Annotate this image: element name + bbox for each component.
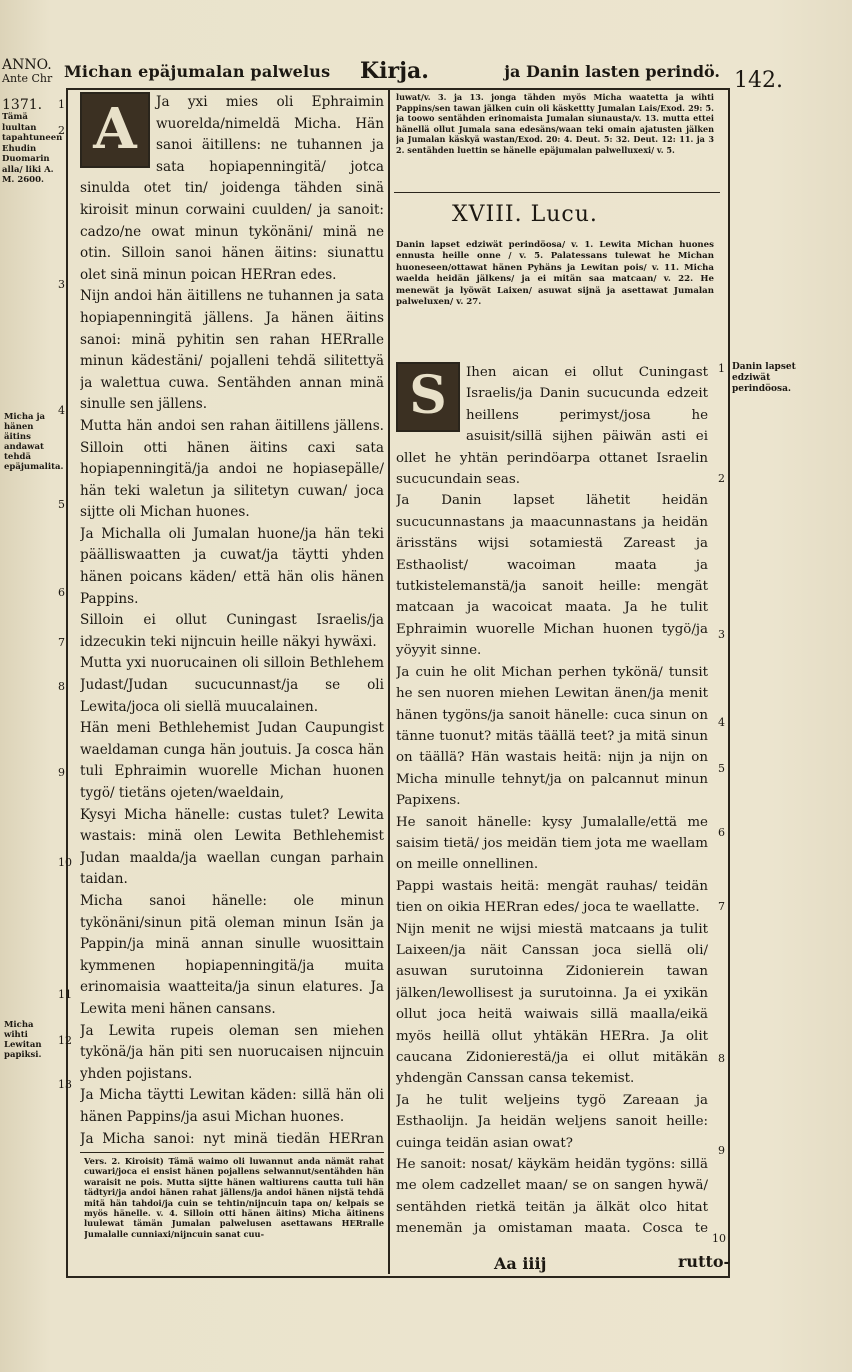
verse-paragraph: Ihen aican ei ollut Cuningast Israelis/ja Danin sucucunda edzeit heillens perimyst/josa he asuisit/sillä sijhen päiwän asti ei ollet he yhtän perindöarpa ottanet Israelin sucucundain seas. bbox=[396, 365, 708, 488]
verse-number: 11 bbox=[58, 988, 72, 1001]
verse-paragraph: Ja he tulit weljeins tygö Zareaan ja Esthaolijn. Ja heidän weljens sanoit heille: cuinga teidän asian owat? bbox=[396, 1092, 708, 1151]
verse-number: 5 bbox=[58, 498, 65, 511]
catchword: rutto- bbox=[678, 1252, 731, 1271]
header-left: Michan epäjumalan palwelus bbox=[64, 62, 331, 81]
verse-number: 4 bbox=[58, 404, 65, 417]
right-column-text bbox=[396, 362, 708, 1244]
verse-number: 13 bbox=[58, 1078, 72, 1091]
verse-number: 7 bbox=[718, 900, 725, 913]
anno-sub: Ante Chr bbox=[2, 72, 53, 85]
verse-paragraph: He sanoit hänelle: kysy Jumalalle/että me saisim tietä/ jos meidän tiem jota me waellam on meille onnellinen. bbox=[396, 814, 708, 873]
verse-number: 1 bbox=[718, 362, 725, 375]
left-column-text bbox=[80, 92, 384, 1150]
anno-margin bbox=[2, 57, 63, 186]
verse-paragraph: Silloin ei ollut Cuningast Israelis/ja idzecukin teki nijncuin heille näkyi hywäxi. bbox=[80, 612, 384, 650]
verse-paragraph: Pappi wastais heitä: mengät rauhas/ teidän tien on oikia HERran edes/ joca te waellatte. bbox=[396, 878, 708, 916]
header-right: ja Danin lasten perindö. bbox=[504, 62, 720, 81]
verse-paragraph: Ja yxi mies oli Ephraimin wuorelda/nimeldä Micha. Hän sanoi äitillens: ne tuhannen ja sata hopiapenningitä/ jotca sinulda otet tin/ joidenga tähden sinä kiroisit minun corwaini cuulden/ ja sanoit: cadzo/ne owat minun tykönäni/ minä ne otin. Silloin sanoi hänen äitins: siunattu olet sinä minun poican HERran edes. bbox=[80, 94, 384, 283]
verse-number: 1 bbox=[58, 98, 65, 111]
signature-mark: Aa iiij bbox=[494, 1254, 547, 1273]
column-divider bbox=[388, 88, 390, 1274]
anno-label: ANNO. bbox=[2, 57, 52, 73]
margin-note-micha-jumala: Micha ja hänen äitins andawat tehdä epäjumalita. bbox=[4, 412, 64, 472]
margin-note-micha-wihti: Micha wihti Lewitan papiksi. bbox=[4, 1020, 42, 1060]
verse-paragraph: Micha sanoi hänelle: ole minun tykönäni/sinun pitä oleman minun Isän ja Pappin/ja minä annan sinulle wuosittain kymmenen hopiapenningitä/ja muita erinomaisia waatteita/ja sinun elatures. Ja Lewita meni hänen cansans. bbox=[80, 892, 384, 1017]
verse-paragraph: Ja Michalla oli Jumalan huone/ja hän teki päälliswaatten ja cuwat/ja täytti yhden hänen poicans käden/ että hän olis hänen Pappins. bbox=[80, 525, 384, 607]
verse-number: 4 bbox=[718, 716, 725, 729]
verse-number: 8 bbox=[718, 1052, 725, 1065]
header-center: Kirja. bbox=[360, 58, 429, 84]
verse-paragraph: Ja Lewita rupeis oleman sen miehen tykönä/ja hän piti sen nuorucaisen nijncuin yhden pojistans. bbox=[80, 1022, 384, 1082]
running-header bbox=[60, 58, 720, 88]
verse-paragraph: Nijn andoi hän äitillens ne tuhannen ja sata hopiapenningitä jällens. Ja hänen äitins sanoi: minä pyhitin sen rahan HERralle minun kädestäni/ pojalleni tehdä silitettyä ja walettua cuwa. Sentähden annan minä sinulle sen jällens. bbox=[80, 288, 384, 413]
note-rule bbox=[394, 192, 720, 193]
verse-paragraph: Ja cuin he olit Michan perhen tykönä/ tunsit he sen nuoren miehen Lewitan änen/ja menit hänen tygöns/ja sanoit hänelle: cuca sinun on tänne tuonut? mitäs täällä teet? ja mitä sinun on täällä? Hän wastais heitä: nijn ja nijn on Micha minulle tehnyt/ja on palcannut minun Papixens. bbox=[396, 664, 708, 809]
verse-number: 3 bbox=[58, 278, 65, 291]
chapter-summary: Danin lapset edziwät perindöosa/ v. 1. Lewita Michan huones ennusta heille onne / v. 5. Palatessans tulewat he Michan huoneseen/ottawat hänen Pyhäns ja Lewitan pois/ v. 11. Micha waelda heidän jälkens/ ja ei mitän saa matcaan/ v. 22. He menewät ja lyöwät Laixen/ asuwat sijnä ja asettawat Jumalan palweluxen/ v. 27. bbox=[396, 240, 714, 308]
verse-paragraph: Kysyi Micha hänelle: custas tulet? Lewita wastais: minä olen Lewita Bethlehemist Judan maalda/ja waellan cungan parhain taidan. bbox=[80, 806, 384, 888]
verse-number: 12 bbox=[58, 1034, 72, 1047]
verse-number: 5 bbox=[718, 762, 725, 775]
verse-paragraph: Mutta hän andoi sen rahan äitillens jällens. Silloin otti hänen äitins caxi sata hopiapenningitä/ja andoi ne hopiasepälle/ hän teki waletun ja silitetyn cuwan/ joca sijtte oli Michan huones. bbox=[80, 417, 384, 521]
verse-number: 9 bbox=[58, 766, 65, 779]
verse-paragraph: He sanoit: nosat/ käykäm heidän tygöns: sillä me olem cadzellet maan/ se on sangen hywä/ sentähden rietkä teitän ja älkät olco hitat menemän ja omistaman maata. Cosca te bbox=[396, 1157, 708, 1237]
verse-paragraph: Ja Danin lapset lähetit heidän sucucunnastans ja maacunnastans ja heidän ärisstäns wijsi sotamiestä Zareast ja Esthaolist/ wacoiman maata ja tutkistelemanstä/ja sanoit heille: mengät matcaan ja wacoicat maata. Ja he tulit Ephraimin wuorelle Michan huonen tygö/ja yöyyit sinne. bbox=[396, 493, 708, 659]
verse-paragraph: Mutta yxi nuorucainen oli silloin Bethlehem Judast/Judan sucucunnast/ja se oli Lewita/joca oli siellä muucalainen. bbox=[80, 655, 384, 715]
dropcap-s: S bbox=[396, 362, 460, 432]
verse-number: 6 bbox=[718, 826, 725, 839]
verse-number: 2 bbox=[718, 472, 725, 485]
verse-number: 6 bbox=[58, 586, 65, 599]
verse-number: 10 bbox=[58, 856, 72, 869]
verse-number: 10 bbox=[712, 1232, 726, 1245]
right-top-note: luwat/v. 3. ja 13. jonga tähden myös Micha waatetta ja wihti Pappins/sen tawan jälken cuin oli käskettty Jumalan Lais/Exod. 29: 5. ja toowo sentähden erinomaista Jumalan siunausta/v. 13. mutta ettei hänellä ollut Jumala sana edesäns/waan teki omain ajatusten jälken ja Jumalan käskyä wastan/Exod. 20: 4. Deut. 5: 32. Deut. 12: 11. ja 3 2. sentähden luettin se hänelle epäjumalan palwelluxexi/ v. 5. bbox=[396, 92, 714, 155]
verse-paragraph: Ja Micha sanoi: nyt minä tiedän HERran bbox=[80, 1130, 384, 1147]
verse-paragraph: Ja Micha täytti Lewitan käden: sillä hän oli hänen Pappins/ja asui Michan huones. bbox=[80, 1087, 384, 1125]
dropcap-a: A bbox=[80, 92, 150, 168]
verse-number: 7 bbox=[58, 636, 65, 649]
verse-number: 8 bbox=[58, 680, 65, 693]
footnote-rule bbox=[80, 1152, 384, 1153]
margin-note-danin-lapset: Danin lapset edziwät perindöosa. bbox=[732, 362, 796, 394]
anno-note: Tämä luultan tapahtuneen Ehudin Duomarin alla/ liki A. M. 2600. bbox=[2, 112, 63, 185]
verse-number: 2 bbox=[58, 124, 65, 137]
verse-number: 3 bbox=[718, 628, 725, 641]
verse-paragraph: Nijn menit ne wijsi miestä matcaans ja tulit Laixeen/ja näit Canssan joca siellä oli/ asuwan surutoinna Zidonierein tawan jälken/lewollisest ja surutoinna. Ja ei yxikän ollut joca heitä waiwais sillä maalla/eikä myös heillä ollut yhtäkän HERra. Ja olit caucana Zidonierestä/ja ei ollut mitäkän yhdengän Canssan cansa tekemist. bbox=[396, 921, 708, 1087]
left-footnote: Vers. 2. Kiroisit) Tämä waimo oli luwannut anda nämät rahat cuwari/joca ei ensist hänen pojallens selwannut/sentähden hän waraisit ne pois. Mutta sijtte hänen waltiurens cautta tuli hän tädtyri/ja andoi hänen rahat jällens/ja andoi hänen nijstä tehdä mitä hän tahdoi/ja cuin se tehtin/nijncuin tapa on/ kelpais se myös hänelle. v. 4. Silloin otti hänen äitins) Micha äitinens luulewat tämän Jumalan palwelusen asettawans HERralle Jumalalle cunniaxi/nijncuin sanat cuu- bbox=[84, 1156, 384, 1239]
page-number: 142. bbox=[734, 68, 783, 93]
chapter-heading: XVIII. Lucu. bbox=[452, 202, 598, 227]
verse-paragraph: Hän meni Bethlehemist Judan Caupungist waeldaman cunga hän joutuis. Ja cosca hän tuli Ephraimin wuorelle Michan huonen tygö/ tietäns ojeten/waeldain, bbox=[80, 720, 384, 801]
anno-year: 1371. bbox=[2, 97, 43, 113]
verse-number: 9 bbox=[718, 1144, 725, 1157]
